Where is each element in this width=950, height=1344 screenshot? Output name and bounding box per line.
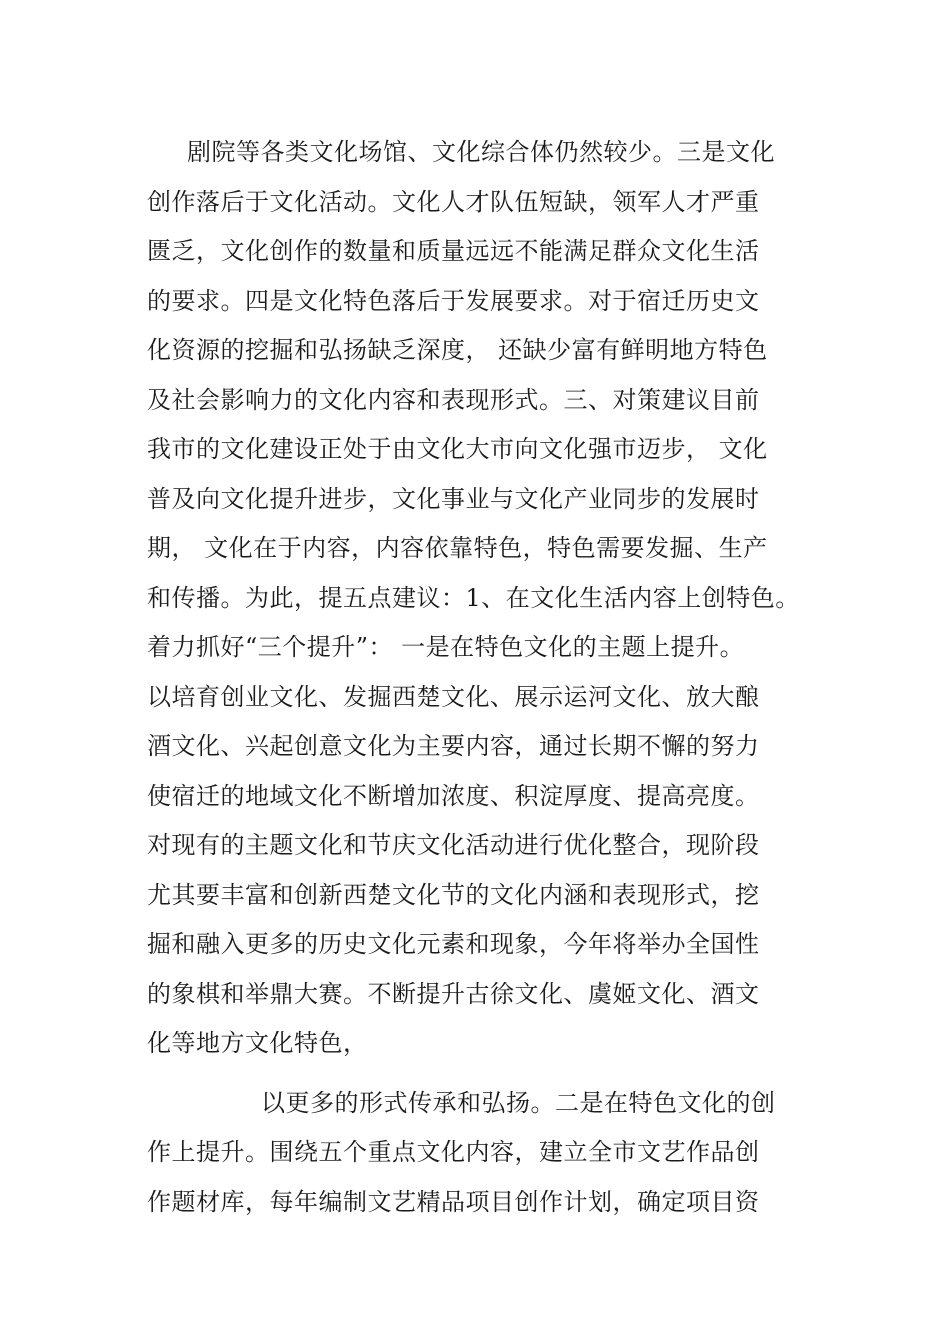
text-line: 匮乏，文化创作的数量和质量远远不能满足群众文化生活 (147, 237, 760, 265)
text-line: 以培育创业文化、发掘西楚文化、展示运河文化、放大酿 (147, 682, 760, 711)
text-line: 和传播。为此，提五点建议：1、在文化生活内容上创特色。 (147, 583, 800, 612)
text-line: 的象棋和举鼎大赛。不断提升古徐文化、虞姬文化、酒文 (147, 979, 760, 1008)
text-line: 的要求。四是文化特色落后于发展要求。对于宿迁历史文 (147, 286, 760, 315)
text-line: 及社会影响力的文化内容和表现形式。三、对策建议目前 (147, 385, 760, 414)
text-line: 化资源的挖掘和弘扬缺乏深度， 还缺少富有鲜明地方特色 (147, 336, 768, 364)
text-line: 对现有的主题文化和节庆文化活动进行优化整合，现阶段 (147, 831, 760, 859)
document-body (147, 128, 827, 1227)
text-line: 着力抓好“三个提升”： 一是在特色文化的主题上提升。 (147, 633, 745, 661)
text-line: 使宿迁的地域文化不断增加浓度、积淀厚度、提高亮度。 (147, 781, 760, 810)
text-line: 以更多的形式传承和弘扬。二是在特色文化的创 (261, 1088, 776, 1117)
text-line: 化等地方文化特色， (147, 1029, 368, 1057)
text-line: 普及向文化提升进步，文化事业与文化产业同步的发展时 (147, 484, 760, 513)
text-line: 创作落后于文化活动。文化人才队伍短缺，领军人才严重 (147, 187, 760, 216)
text-line: 尤其要丰富和创新西楚文化节的文化内涵和表现形式，挖 (147, 880, 760, 909)
paragraph-gap (147, 1069, 827, 1079)
text-line: 剧院等各类文化场馆、文化综合体仍然较少。三是文化 (187, 138, 775, 166)
text-line: 作上提升。围绕五个重点文化内容，建立全市文艺作品创 (147, 1138, 760, 1166)
text-line: 掘和融入更多的历史文化元素和现象，今年将举办全国性 (147, 930, 760, 958)
text-line: 期， 文化在于内容，内容依靠特色，特色需要发掘、生产 (147, 534, 768, 562)
text-line: 酒文化、兴起创意文化为主要内容，通过长期不懈的努力 (147, 732, 760, 760)
text-line: 我市的文化建设正处于由文化大市向文化强市迈步， 文化 (147, 435, 768, 463)
text-line: 作题材库，每年编制文艺精品项目创作计划，确定项目资 (147, 1187, 760, 1216)
